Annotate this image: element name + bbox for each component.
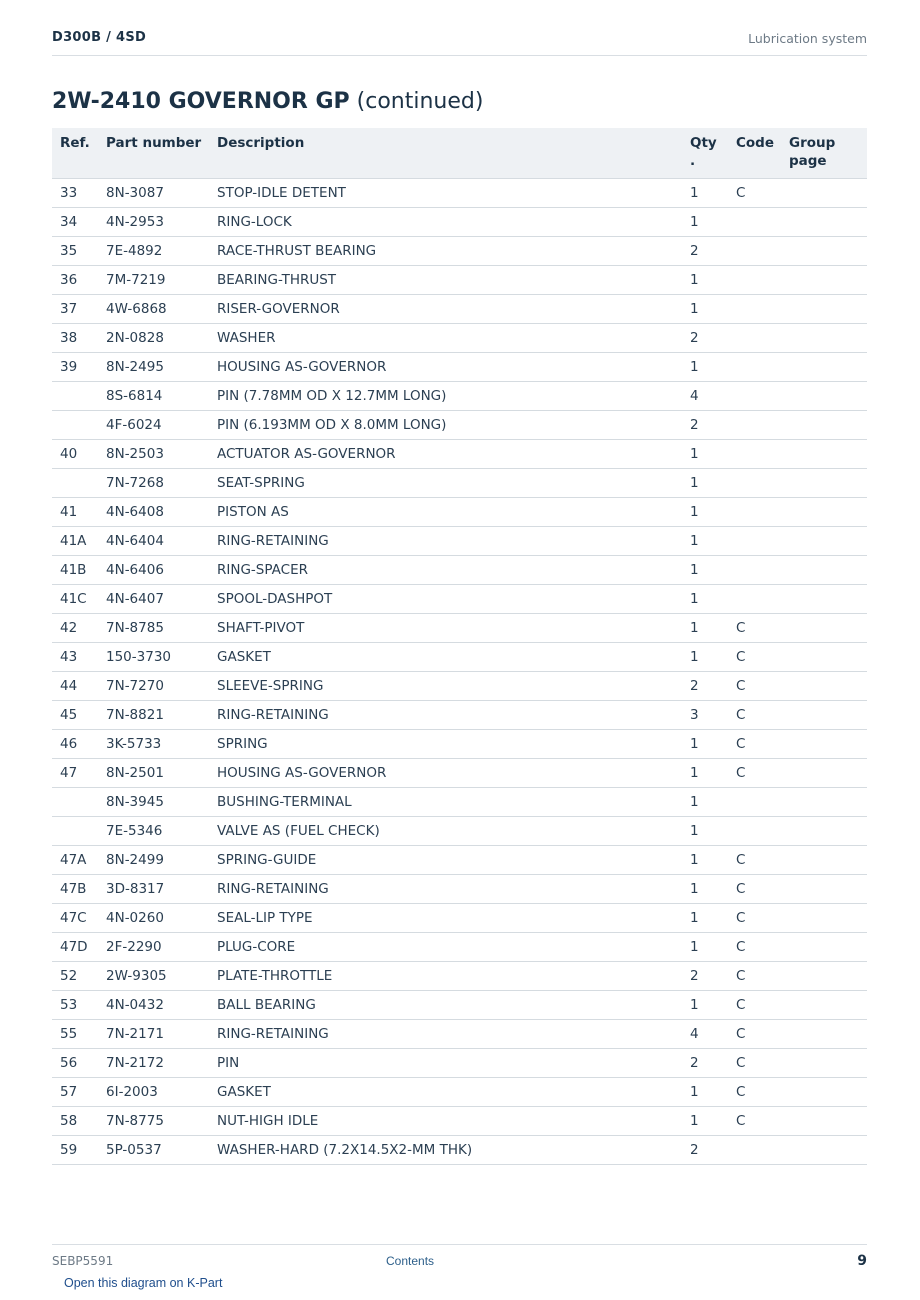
- cell-group-page: [781, 382, 867, 411]
- table-row: [52, 672, 867, 701]
- cell-group-page: [781, 1049, 867, 1078]
- table-row: [52, 991, 867, 1020]
- cell-ref: [52, 469, 98, 498]
- cell-qty: 1: [682, 1078, 728, 1107]
- cell-ref: 41A: [52, 527, 98, 556]
- cell-qty: 1: [682, 875, 728, 904]
- table-row: [52, 933, 867, 962]
- cell-code: C: [728, 1049, 781, 1078]
- table-row: [52, 904, 867, 933]
- cell-part-number: 7N-8821: [98, 701, 209, 730]
- col-ref-header: Ref.: [52, 128, 98, 179]
- cell-ref: 58: [52, 1107, 98, 1136]
- cell-code: C: [728, 759, 781, 788]
- cell-description: BALL BEARING: [209, 991, 682, 1020]
- cell-ref: [52, 788, 98, 817]
- contents-link[interactable]: Contents: [386, 1254, 435, 1268]
- cell-description: PIN (6.193MM OD X 8.0MM LONG): [209, 411, 682, 440]
- cell-code: [728, 295, 781, 324]
- cell-description: ACTUATOR AS-GOVERNOR: [209, 440, 682, 469]
- cell-code: C: [728, 875, 781, 904]
- cell-part-number: 5P-0537: [98, 1136, 209, 1165]
- cell-ref: [52, 411, 98, 440]
- cell-part-number: 8N-3945: [98, 788, 209, 817]
- table-header-row: [52, 128, 867, 179]
- cell-part-number: 3K-5733: [98, 730, 209, 759]
- cell-code: C: [728, 846, 781, 875]
- cell-group-page: [781, 846, 867, 875]
- cell-group-page: [781, 324, 867, 353]
- cell-qty: 1: [682, 585, 728, 614]
- cell-description: RING-RETAINING: [209, 701, 682, 730]
- cell-ref: 33: [52, 179, 98, 208]
- cell-qty: 3: [682, 701, 728, 730]
- table-row: [52, 962, 867, 991]
- table-row: [52, 527, 867, 556]
- page-title: [52, 89, 483, 114]
- table-row: [52, 1049, 867, 1078]
- page-number: 9: [857, 1253, 867, 1269]
- table-row: [52, 353, 867, 382]
- table-row: [52, 556, 867, 585]
- cell-code: C: [728, 179, 781, 208]
- table-row: [52, 1107, 867, 1136]
- cell-part-number: 4N-0260: [98, 904, 209, 933]
- cell-qty: 1: [682, 846, 728, 875]
- title-suffix: (continued): [349, 89, 484, 114]
- cell-ref: 46: [52, 730, 98, 759]
- cell-code: C: [728, 933, 781, 962]
- cell-qty: 1: [682, 643, 728, 672]
- cell-part-number: 2W-9305: [98, 962, 209, 991]
- table-row: [52, 498, 867, 527]
- cell-part-number: 8N-2501: [98, 759, 209, 788]
- section-label: Lubrication system: [748, 31, 867, 46]
- cell-part-number: 2F-2290: [98, 933, 209, 962]
- col-qty-header: Qty .: [682, 128, 728, 179]
- cell-part-number: 4F-6024: [98, 411, 209, 440]
- col-description-header: Description: [209, 128, 682, 179]
- title-part: 2W-2410 GOVERNOR GP: [52, 89, 350, 114]
- cell-code: [728, 440, 781, 469]
- cell-group-page: [781, 585, 867, 614]
- cell-code: [728, 527, 781, 556]
- cell-group-page: [781, 179, 867, 208]
- cell-qty: 1: [682, 295, 728, 324]
- table-row: [52, 875, 867, 904]
- cell-ref: 47B: [52, 875, 98, 904]
- cell-description: VALVE AS (FUEL CHECK): [209, 817, 682, 846]
- cell-code: [728, 411, 781, 440]
- cell-group-page: [781, 933, 867, 962]
- cell-ref: [52, 817, 98, 846]
- cell-group-page: [781, 817, 867, 846]
- cell-group-page: [781, 208, 867, 237]
- cell-part-number: 8N-3087: [98, 179, 209, 208]
- cell-qty: 4: [682, 1020, 728, 1049]
- cell-ref: 41C: [52, 585, 98, 614]
- cell-group-page: [781, 643, 867, 672]
- table-row: [52, 208, 867, 237]
- cell-group-page: [781, 1020, 867, 1049]
- table-row: [52, 295, 867, 324]
- cell-ref: 45: [52, 701, 98, 730]
- cell-part-number: 4N-2953: [98, 208, 209, 237]
- cell-part-number: 4W-6868: [98, 295, 209, 324]
- page-footer: [52, 1244, 867, 1275]
- cell-ref: 41: [52, 498, 98, 527]
- cell-part-number: 4N-0432: [98, 991, 209, 1020]
- cell-code: C: [728, 904, 781, 933]
- cell-part-number: 7N-2171: [98, 1020, 209, 1049]
- cell-qty: 1: [682, 498, 728, 527]
- cell-part-number: 150-3730: [98, 643, 209, 672]
- cell-description: RING-RETAINING: [209, 1020, 682, 1049]
- table-row: [52, 1136, 867, 1165]
- cell-group-page: [781, 875, 867, 904]
- table-row: [52, 266, 867, 295]
- cell-description: RING-LOCK: [209, 208, 682, 237]
- cell-code: C: [728, 1020, 781, 1049]
- cell-qty: 1: [682, 527, 728, 556]
- cell-part-number: 7N-8785: [98, 614, 209, 643]
- cell-description: PIN: [209, 1049, 682, 1078]
- cell-group-page: [781, 991, 867, 1020]
- cell-code: [728, 1136, 781, 1165]
- table-row: [52, 324, 867, 353]
- cell-qty: 1: [682, 759, 728, 788]
- cell-code: [728, 382, 781, 411]
- cell-ref: 57: [52, 1078, 98, 1107]
- cell-description: WASHER: [209, 324, 682, 353]
- table-row: [52, 440, 867, 469]
- cell-description: GASKET: [209, 1078, 682, 1107]
- cell-code: C: [728, 962, 781, 991]
- kpart-link[interactable]: Open this diagram on K-Part: [64, 1276, 223, 1290]
- cell-qty: 1: [682, 469, 728, 498]
- cell-group-page: [781, 353, 867, 382]
- cell-ref: 55: [52, 1020, 98, 1049]
- cell-code: C: [728, 643, 781, 672]
- cell-code: [728, 788, 781, 817]
- cell-group-page: [781, 788, 867, 817]
- cell-description: SHAFT-PIVOT: [209, 614, 682, 643]
- cell-description: RING-SPACER: [209, 556, 682, 585]
- cell-qty: 1: [682, 179, 728, 208]
- cell-qty: 1: [682, 904, 728, 933]
- table-row: [52, 614, 867, 643]
- cell-part-number: 2N-0828: [98, 324, 209, 353]
- page-header: [52, 28, 867, 56]
- cell-code: C: [728, 614, 781, 643]
- cell-code: [728, 237, 781, 266]
- table-row: [52, 759, 867, 788]
- cell-qty: 1: [682, 991, 728, 1020]
- cell-ref: 44: [52, 672, 98, 701]
- cell-group-page: [781, 469, 867, 498]
- cell-qty: 2: [682, 1136, 728, 1165]
- cell-code: [728, 556, 781, 585]
- cell-description: PISTON AS: [209, 498, 682, 527]
- model-label: D300B / 4SD: [52, 30, 147, 45]
- cell-code: [728, 324, 781, 353]
- cell-group-page: [781, 962, 867, 991]
- cell-group-page: [781, 556, 867, 585]
- cell-group-page: [781, 759, 867, 788]
- cell-part-number: 7N-7268: [98, 469, 209, 498]
- cell-part-number: 8N-2503: [98, 440, 209, 469]
- cell-ref: 35: [52, 237, 98, 266]
- cell-code: C: [728, 730, 781, 759]
- table-row: [52, 411, 867, 440]
- cell-description: BUSHING-TERMINAL: [209, 788, 682, 817]
- cell-qty: 2: [682, 411, 728, 440]
- cell-code: C: [728, 701, 781, 730]
- cell-ref: 47: [52, 759, 98, 788]
- cell-description: WASHER-HARD (7.2X14.5X2-MM THK): [209, 1136, 682, 1165]
- col-part-number-header: Part number: [98, 128, 209, 179]
- cell-part-number: 4N-6408: [98, 498, 209, 527]
- cell-ref: 59: [52, 1136, 98, 1165]
- cell-qty: 1: [682, 933, 728, 962]
- cell-code: [728, 498, 781, 527]
- cell-qty: 1: [682, 788, 728, 817]
- cell-part-number: 7E-5346: [98, 817, 209, 846]
- table-row: [52, 788, 867, 817]
- cell-description: STOP-IDLE DETENT: [209, 179, 682, 208]
- cell-ref: 42: [52, 614, 98, 643]
- cell-group-page: [781, 701, 867, 730]
- table-row: [52, 701, 867, 730]
- cell-group-page: [781, 1136, 867, 1165]
- cell-description: RACE-THRUST BEARING: [209, 237, 682, 266]
- cell-code: [728, 817, 781, 846]
- cell-group-page: [781, 527, 867, 556]
- table-row: [52, 237, 867, 266]
- cell-description: SLEEVE-SPRING: [209, 672, 682, 701]
- cell-ref: 52: [52, 962, 98, 991]
- cell-code: C: [728, 1107, 781, 1136]
- cell-group-page: [781, 614, 867, 643]
- cell-description: HOUSING AS-GOVERNOR: [209, 353, 682, 382]
- cell-qty: 2: [682, 237, 728, 266]
- cell-group-page: [781, 440, 867, 469]
- cell-description: PLATE-THROTTLE: [209, 962, 682, 991]
- cell-qty: 2: [682, 962, 728, 991]
- cell-qty: 2: [682, 672, 728, 701]
- cell-description: RISER-GOVERNOR: [209, 295, 682, 324]
- table-row: [52, 846, 867, 875]
- cell-part-number: 3D-8317: [98, 875, 209, 904]
- cell-qty: 1: [682, 440, 728, 469]
- cell-group-page: [781, 904, 867, 933]
- cell-description: RING-RETAINING: [209, 527, 682, 556]
- cell-part-number: 7N-8775: [98, 1107, 209, 1136]
- cell-ref: 43: [52, 643, 98, 672]
- cell-group-page: [781, 411, 867, 440]
- cell-qty: 1: [682, 730, 728, 759]
- table-row: [52, 1078, 867, 1107]
- cell-qty: 2: [682, 324, 728, 353]
- parts-table: [52, 128, 867, 1165]
- cell-description: PLUG-CORE: [209, 933, 682, 962]
- table-row: [52, 179, 867, 208]
- cell-description: SPRING: [209, 730, 682, 759]
- col-code-header: Code: [728, 128, 781, 179]
- cell-group-page: [781, 1078, 867, 1107]
- cell-group-page: [781, 672, 867, 701]
- cell-qty: 1: [682, 208, 728, 237]
- cell-part-number: 4N-6404: [98, 527, 209, 556]
- cell-code: [728, 469, 781, 498]
- table-row: [52, 730, 867, 759]
- cell-ref: [52, 382, 98, 411]
- cell-description: SEAL-LIP TYPE: [209, 904, 682, 933]
- cell-qty: 1: [682, 817, 728, 846]
- cell-description: GASKET: [209, 643, 682, 672]
- cell-ref: 38: [52, 324, 98, 353]
- cell-ref: 47D: [52, 933, 98, 962]
- cell-ref: 41B: [52, 556, 98, 585]
- cell-part-number: 6I-2003: [98, 1078, 209, 1107]
- table-row: [52, 643, 867, 672]
- cell-code: [728, 266, 781, 295]
- table-row: [52, 585, 867, 614]
- cell-group-page: [781, 498, 867, 527]
- cell-code: [728, 585, 781, 614]
- cell-group-page: [781, 237, 867, 266]
- table-row: [52, 1020, 867, 1049]
- cell-part-number: 8S-6814: [98, 382, 209, 411]
- table-row: [52, 469, 867, 498]
- cell-description: HOUSING AS-GOVERNOR: [209, 759, 682, 788]
- cell-description: BEARING-THRUST: [209, 266, 682, 295]
- cell-description: SPRING-GUIDE: [209, 846, 682, 875]
- cell-description: SEAT-SPRING: [209, 469, 682, 498]
- cell-code: C: [728, 991, 781, 1020]
- cell-group-page: [781, 295, 867, 324]
- cell-group-page: [781, 1107, 867, 1136]
- cell-ref: 37: [52, 295, 98, 324]
- cell-qty: 1: [682, 266, 728, 295]
- cell-qty: 1: [682, 556, 728, 585]
- cell-ref: 47A: [52, 846, 98, 875]
- cell-ref: 34: [52, 208, 98, 237]
- cell-description: SPOOL-DASHPOT: [209, 585, 682, 614]
- cell-code: C: [728, 672, 781, 701]
- cell-part-number: 7N-2172: [98, 1049, 209, 1078]
- cell-group-page: [781, 266, 867, 295]
- cell-qty: 4: [682, 382, 728, 411]
- cell-group-page: [781, 730, 867, 759]
- cell-part-number: 7E-4892: [98, 237, 209, 266]
- cell-qty: 1: [682, 353, 728, 382]
- cell-description: NUT-HIGH IDLE: [209, 1107, 682, 1136]
- cell-part-number: 8N-2499: [98, 846, 209, 875]
- cell-ref: 40: [52, 440, 98, 469]
- cell-description: PIN (7.78MM OD X 12.7MM LONG): [209, 382, 682, 411]
- cell-qty: 2: [682, 1049, 728, 1078]
- doc-id: SEBP5591: [52, 1254, 114, 1268]
- table-row: [52, 382, 867, 411]
- cell-ref: 53: [52, 991, 98, 1020]
- cell-part-number: 7N-7270: [98, 672, 209, 701]
- cell-qty: 1: [682, 614, 728, 643]
- col-group-page-header: Group page: [781, 128, 867, 179]
- cell-part-number: 8N-2495: [98, 353, 209, 382]
- cell-code: [728, 353, 781, 382]
- table-row: [52, 817, 867, 846]
- cell-ref: 39: [52, 353, 98, 382]
- cell-qty: 1: [682, 1107, 728, 1136]
- cell-part-number: 4N-6406: [98, 556, 209, 585]
- cell-description: RING-RETAINING: [209, 875, 682, 904]
- cell-part-number: 7M-7219: [98, 266, 209, 295]
- cell-part-number: 4N-6407: [98, 585, 209, 614]
- cell-code: C: [728, 1078, 781, 1107]
- cell-ref: 47C: [52, 904, 98, 933]
- cell-ref: 36: [52, 266, 98, 295]
- cell-code: [728, 208, 781, 237]
- cell-ref: 56: [52, 1049, 98, 1078]
